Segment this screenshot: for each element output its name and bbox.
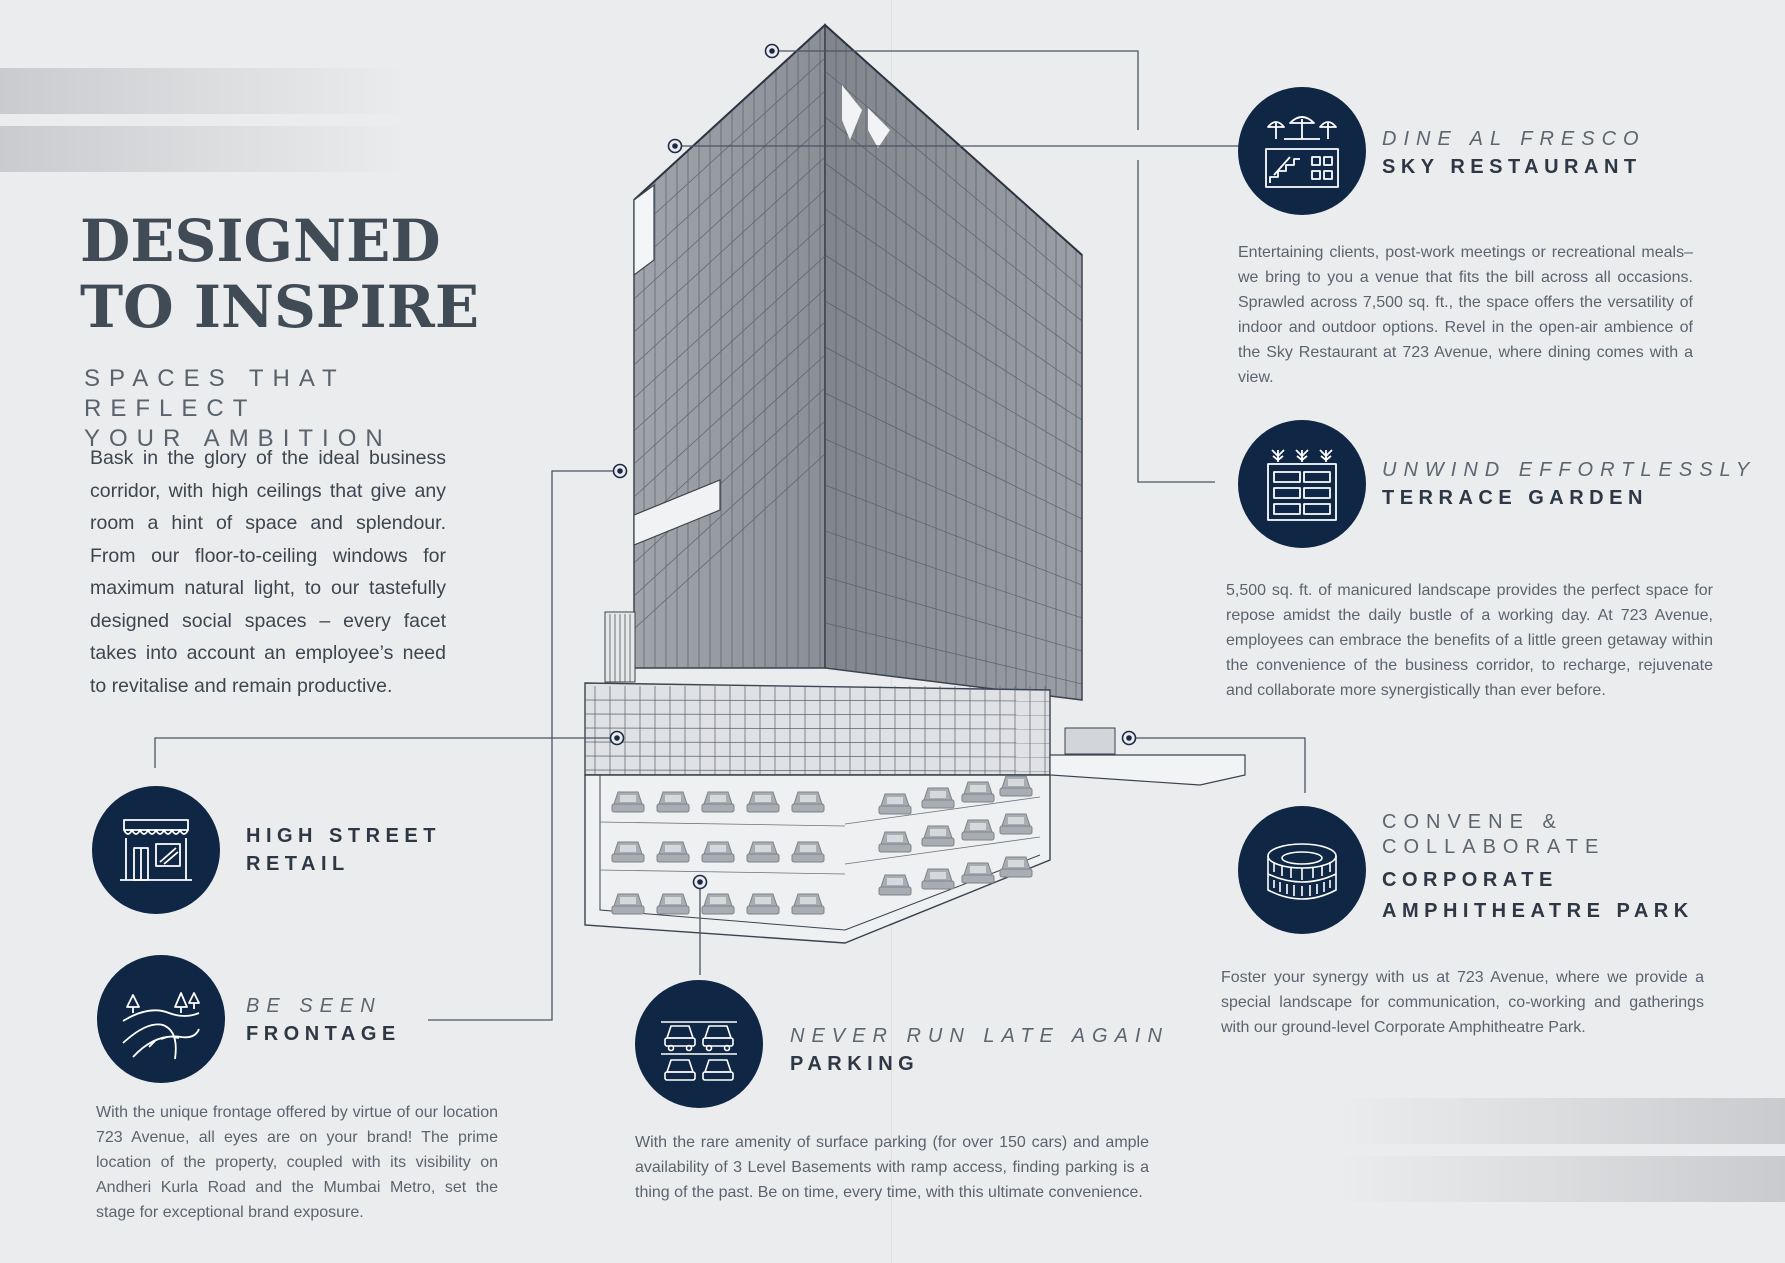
car-base [702, 854, 734, 862]
car-window [755, 897, 771, 904]
car-base [792, 854, 824, 862]
car-icon [792, 842, 824, 862]
car-icon [657, 894, 689, 914]
car-base [962, 794, 994, 802]
car-window [970, 823, 986, 830]
car-base [962, 875, 994, 883]
leader-dot-core [769, 48, 775, 54]
car-window [665, 845, 681, 852]
car-window [1008, 817, 1024, 824]
storefront-icon [92, 786, 220, 914]
car-icon [657, 842, 689, 862]
car-base [657, 854, 689, 862]
car-base [1000, 826, 1032, 834]
car-icon [879, 875, 911, 895]
sky-restaurant-heading [1382, 125, 1646, 181]
car-base [922, 881, 954, 889]
road-icon [97, 955, 225, 1083]
frontage-text: With the unique frontage offered by virtue of our location 723 Avenue, all eyes are on your brand! The prime location of the property, coupled with its visibility on Andheri Kurla Road and the Mumbai Metro, set the stage for exceptional brand exposure. [96, 1104, 498, 1221]
car-icon [879, 832, 911, 852]
car-window [665, 897, 681, 904]
feature-title: CORPORATE [1382, 869, 1558, 891]
car-base [879, 844, 911, 852]
page-title [80, 208, 500, 340]
car-icon [792, 894, 824, 914]
car-base [792, 804, 824, 812]
car-base [612, 906, 644, 914]
feature-kicker: DINE AL FRESCO [1382, 128, 1646, 150]
feature-kicker: UNWIND EFFORTLESSLY [1382, 459, 1757, 481]
parking-heading [790, 1022, 1169, 1078]
car-window [620, 897, 636, 904]
car-base [792, 906, 824, 914]
car-window [930, 791, 946, 798]
terrace-garden-text: 5,500 sq. ft. of manicured landscape provides the perfect space for repose amidst the daily bustle of a working day. At 723 Avenue, employees can embrace the benefits of a little green getaway within the convenience of the business corridor, to recharge, rejuvenate and collaborate more synergistically than ever before. [1226, 582, 1713, 699]
car-icon [747, 842, 779, 862]
page-title-line: DESIGNED [80, 207, 441, 275]
car-base [962, 832, 994, 840]
car-base [747, 854, 779, 862]
car-icon [702, 894, 734, 914]
car-window [755, 845, 771, 852]
page-subtitle-line: YOUR AMBITION [84, 425, 392, 452]
car-window [710, 897, 726, 904]
car-window [800, 897, 816, 904]
page-subtitle-line: SPACES THAT REFLECT [84, 365, 346, 422]
car-icon [879, 794, 911, 814]
car-window [970, 866, 986, 873]
car-icon [747, 894, 779, 914]
leader-dot-core [617, 468, 623, 474]
amphitheatre-heading [1382, 810, 1694, 927]
car-icon [1000, 776, 1032, 796]
feature-title: AMPHITHEATRE PARK [1382, 900, 1694, 922]
feature-title: FRONTAGE [246, 1023, 401, 1045]
planter-icon [1238, 420, 1366, 548]
car-icon [1000, 857, 1032, 877]
page-subtitle [84, 364, 514, 454]
podium-wing [1065, 728, 1115, 754]
car-window [710, 845, 726, 852]
car-icon [922, 788, 954, 808]
car-base [1000, 869, 1032, 877]
car-icon [702, 842, 734, 862]
feature-kicker: NEVER RUN LATE AGAIN [790, 1025, 1169, 1047]
leader-dot-core [614, 735, 620, 741]
car-icon [612, 894, 644, 914]
feature-title: RETAIL [246, 853, 350, 875]
car-window [970, 785, 986, 792]
car-base [702, 906, 734, 914]
car-icon [1000, 814, 1032, 834]
ground-slab [1050, 755, 1245, 785]
retail-heading [246, 822, 441, 878]
frontage-heading [246, 992, 401, 1048]
car-icon [792, 792, 824, 812]
car-icon [747, 792, 779, 812]
car-window [665, 795, 681, 802]
tower-left-face [634, 25, 825, 668]
car-window [1008, 779, 1024, 786]
car-icon [612, 842, 644, 862]
car-base [747, 804, 779, 812]
car-base [702, 804, 734, 812]
car-window [1008, 860, 1024, 867]
leader-dot-core [1126, 735, 1132, 741]
car-icon [612, 792, 644, 812]
car-icon [962, 820, 994, 840]
feature-title: TERRACE GARDEN [1382, 487, 1648, 509]
car-window [755, 795, 771, 802]
restaurant-stairs-icon [1238, 87, 1366, 215]
intro-paragraph: Bask in the glory of the ideal business corridor, with high ceilings that give any room a hint of space and splendour. From our floor-to-ceiling windows for maximum natural light, to our tastefully designed social spaces – every facet takes into account an employee’s need to revitalise and remain productive. [90, 447, 446, 697]
car-icon [962, 782, 994, 802]
car-base [922, 800, 954, 808]
car-base [612, 804, 644, 812]
car-window [710, 795, 726, 802]
feature-title: PARKING [790, 1053, 920, 1075]
car-base [612, 854, 644, 862]
car-icon [922, 869, 954, 889]
feature-kicker: BE SEEN [246, 995, 382, 1017]
feature-title: SKY RESTAURANT [1382, 156, 1642, 178]
roof-panel [634, 185, 654, 275]
amphitheatre-icon [1238, 806, 1366, 934]
car-icon [962, 863, 994, 883]
parking-text: With the rare amenity of surface parking (for over 150 cars) and ample availability of 3 Level Basements with ramp access, finding parking is a thing of the past. Be on time, every time, with this ultimate convenience. [635, 1134, 1149, 1201]
leader-dot-core [697, 879, 703, 885]
amphitheatre-text: Foster your synergy with us at 723 Avenue, where we provide a special landscape for communication, co-working and gatherings with our ground-level Corporate Amphitheatre Park. [1221, 969, 1704, 1036]
car-window [800, 795, 816, 802]
car-icon [922, 826, 954, 846]
feature-kicker: COLLABORATE [1382, 836, 1606, 858]
terrace-garden-heading [1382, 456, 1756, 512]
tower-right-face [825, 25, 1082, 700]
car-base [922, 838, 954, 846]
car-window [887, 797, 903, 804]
page-title-line: TO INSPIRE [80, 273, 480, 341]
car-window [887, 878, 903, 885]
car-window [620, 845, 636, 852]
car-icon [702, 792, 734, 812]
feature-title: HIGH STREET [246, 825, 441, 847]
car-window [930, 829, 946, 836]
car-base [879, 806, 911, 814]
leader-dot-core [672, 143, 678, 149]
car-base [1000, 788, 1032, 796]
car-window [930, 872, 946, 879]
car-base [657, 906, 689, 914]
sky-restaurant-text: Entertaining clients, post-work meetings or recreational meals– we bring to you a venue that fits the bill across all occasions. Sprawled across 7,500 sq. ft., the space offers the versatility of indoor and outdoor options. Revel in the open-air ambience of the Sky Restaurant at 723 Avenue, where dining comes with a view. [1238, 244, 1693, 386]
feature-kicker: CONVENE & [1382, 811, 1563, 833]
car-window [887, 835, 903, 842]
car-base [657, 804, 689, 812]
car-base [879, 887, 911, 895]
car-window [800, 845, 816, 852]
car-icon [657, 792, 689, 812]
car-window [620, 795, 636, 802]
parked-cars-icon [635, 980, 763, 1108]
car-base [747, 906, 779, 914]
